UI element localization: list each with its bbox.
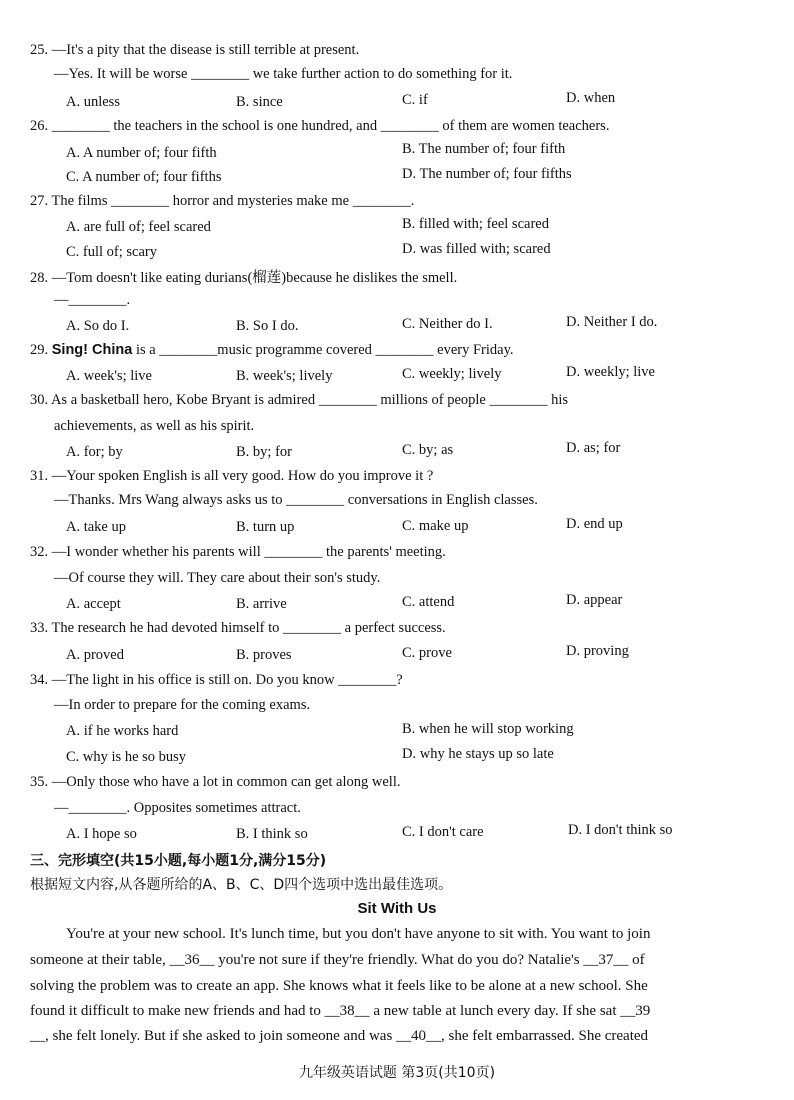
passage-line: someone at their table, __36__ you're not sure if they're friendly. What do you do? Natalie's __37__ of (30, 952, 645, 968)
option-b: B. arrive (236, 596, 287, 612)
question-line: —Your spoken English is all very good. How do you improve it ? (51, 468, 434, 484)
option-a: A. for; by (66, 444, 123, 460)
question-number: 26. (30, 118, 49, 134)
option-c: C. if (402, 92, 428, 108)
question-line: —Only those who have a lot in common can get along well. (51, 774, 401, 790)
question-line: —It's a pity that the disease is still terrible at present. (51, 42, 360, 58)
option-a: A. A number of; four fifth (66, 145, 217, 161)
option-d: D. end up (566, 516, 623, 532)
option-c: C. prove (402, 645, 452, 661)
question-35 (30, 774, 760, 791)
option-b: B. filled with; feel scared (402, 216, 549, 232)
option-b: B. by; for (236, 444, 292, 460)
option-c: C. Neither do I. (402, 316, 493, 332)
question-line: achievements, as well as his spirit. (54, 418, 255, 434)
option-a: A. I hope so (66, 826, 137, 842)
question-number: 27. (30, 193, 49, 209)
option-b: B. So I do. (236, 318, 299, 334)
option-a: A. week's; live (66, 368, 152, 384)
option-d: D. proving (566, 643, 629, 659)
option-c: C. why is he so busy (66, 749, 187, 765)
question-number: 28. (30, 270, 49, 286)
question-28 (30, 266, 760, 287)
option-d: D. as; for (566, 440, 621, 456)
question-34 (30, 672, 760, 689)
question-number: 35. (30, 774, 49, 790)
option-b: B. proves (236, 647, 292, 663)
option-a: A. unless (66, 94, 120, 110)
option-c: C. attend (402, 594, 455, 610)
question-line: —________. Opposites sometimes attract. (54, 800, 301, 816)
option-a: A. if he works hard (66, 723, 179, 739)
question-number: 29. (30, 342, 49, 358)
passage-line: solving the problem was to create an app. She knows what it feels like to be alone at a new school. She (30, 978, 648, 994)
option-d: D. appear (566, 592, 623, 608)
question-line: —Of course they will. They care about their son's study. (54, 570, 381, 586)
question-line: —________. (54, 292, 131, 308)
programme-name: Sing! China (51, 342, 133, 358)
option-b: B. week's; lively (236, 368, 333, 384)
question-number: 31. (30, 468, 49, 484)
question-number: 30. (30, 392, 49, 408)
question-33 (30, 620, 760, 637)
question-line: Sing! China is a ________music programme covered ________ every Friday. (51, 342, 514, 358)
option-a: A. proved (66, 647, 124, 663)
question-25 (30, 42, 760, 59)
question-line: —Yes. It will be worse ________ we take further action to do something for it. (54, 66, 513, 82)
option-b: B. turn up (236, 519, 295, 535)
option-b: B. since (236, 94, 283, 110)
option-a: A. So do I. (66, 318, 130, 334)
option-c: C. make up (402, 518, 469, 534)
question-number: 25. (30, 42, 49, 58)
question-line: —In order to prepare for the coming exams. (54, 697, 311, 713)
question-line: —The light in his office is still on. Do you know ________? (51, 672, 403, 688)
passage-line: You're at your new school. It's lunch time, but you don't have anyone to sit with. You want to join (66, 926, 651, 942)
option-a: A. are full of; feel scared (66, 219, 211, 235)
option-b: B. I think so (236, 826, 308, 842)
option-c: C. weekly; lively (402, 366, 502, 382)
option-a: A. accept (66, 596, 121, 612)
option-d: D. I don't think so (568, 822, 673, 838)
question-29 (30, 342, 760, 359)
option-c: C. by; as (402, 442, 454, 458)
question-30 (30, 392, 760, 409)
option-d: D. when (566, 90, 616, 106)
option-d: D. weekly; live (566, 364, 655, 380)
passage-title: Sit With Us (357, 900, 437, 917)
passage-line: found it difficult to make new friends and had to __38__ a new table at lunch every day. If she sat __39 (30, 1003, 651, 1019)
question-32 (30, 544, 760, 561)
question-number: 33. (30, 620, 49, 636)
option-c: C. A number of; four fifths (66, 169, 222, 185)
question-number: 34. (30, 672, 49, 688)
section-heading: 三、完形填空(共15小题,每小题1分,满分15分) (30, 853, 327, 869)
option-d: D. why he stays up so late (402, 746, 554, 762)
question-line: —Tom doesn't like eating durians(榴莲)because he dislikes the smell. (51, 270, 458, 286)
option-b: B. The number of; four fifth (402, 141, 566, 157)
option-a: A. take up (66, 519, 126, 535)
question-26 (30, 118, 760, 135)
question-number: 32. (30, 544, 49, 560)
option-b: B. when he will stop working (402, 721, 574, 737)
question-line: —I wonder whether his parents will ________ the parents' meeting. (51, 544, 446, 560)
option-d: D. Neither I do. (566, 314, 658, 330)
section-instruction: 根据短文内容,从各题所给的A、B、C、D四个选项中选出最佳选项。 (30, 877, 453, 893)
passage-line: __, she felt lonely. But if she asked to join someone and was __40__, she felt embarrassed. She created (30, 1028, 649, 1044)
option-d: D. The number of; four fifths (402, 166, 572, 182)
option-c: C. full of; scary (66, 244, 158, 260)
option-c: C. I don't care (402, 824, 484, 840)
question-line: As a basketball hero, Kobe Bryant is admired ________ millions of people ________ his (50, 392, 569, 408)
question-line: ________ the teachers in the school is one hundred, and ________ of them are women teachers. (51, 118, 610, 134)
question-31 (30, 468, 760, 485)
option-d: D. was filled with; scared (402, 241, 551, 257)
question-line: —Thanks. Mrs Wang always asks us to ________ conversations in English classes. (54, 492, 538, 508)
question-line: The research he had devoted himself to ________ a perfect success. (51, 620, 446, 636)
page-footer: 九年级英语试题 第3页(共10页) (298, 1065, 496, 1081)
question-27 (30, 193, 760, 210)
question-line: The films ________ horror and mysteries make me ________. (51, 193, 415, 209)
